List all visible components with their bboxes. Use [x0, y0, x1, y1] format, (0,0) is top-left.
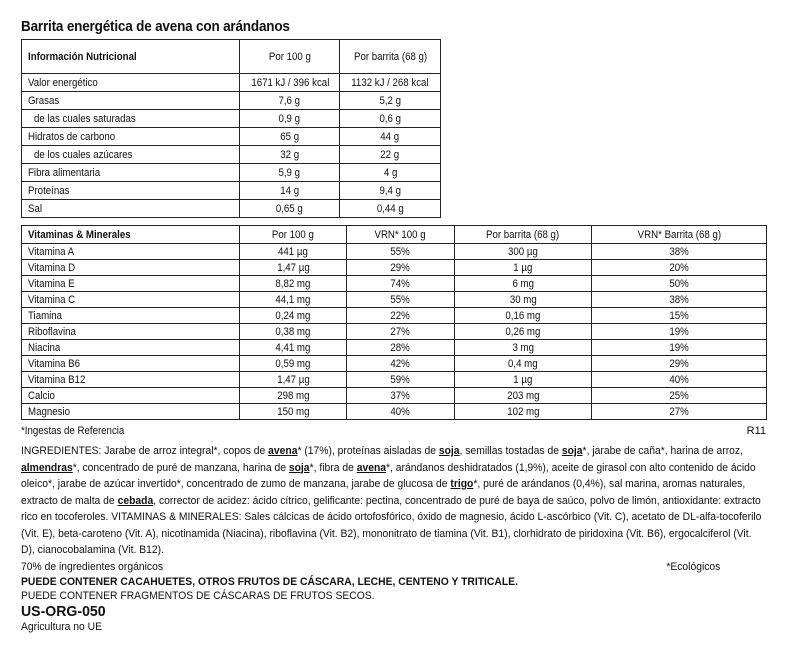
vitamin-perbar: 0,26 mg — [505, 325, 541, 338]
nutrient-per100: 7,6 g — [278, 94, 301, 107]
vitamin-name: Vitamina D — [28, 261, 76, 274]
nutrient-perbar: 4 g — [383, 166, 397, 179]
nutrient-per100: 65 g — [280, 130, 300, 143]
origin-note: Agricultura no UE — [21, 621, 103, 633]
vitamins-header-label: Vitaminas & Minerales — [28, 228, 131, 241]
vitamin-per100: 1,47 µg — [276, 261, 310, 274]
nutrient-per100: 14 g — [280, 184, 300, 197]
nutrient-perbar: 9,4 g — [379, 184, 401, 197]
vitamin-perbar: 1 µg — [513, 261, 533, 274]
nutrition-header-per100: Por 100 g — [268, 50, 311, 63]
vitamin-per100: 150 mg — [276, 405, 310, 418]
nutrition-table — [21, 39, 441, 218]
nutrition-row — [22, 128, 441, 146]
vitamin-row — [22, 324, 767, 340]
vitamin-name: Magnesio — [28, 405, 70, 418]
allergen-ingredient: soja — [438, 445, 460, 457]
vitamin-vrn100: 29% — [390, 261, 411, 274]
vitamin-per100: 1,47 µg — [276, 373, 310, 386]
vitamin-vrnbar: 20% — [669, 261, 689, 274]
allergen-ingredient: almendras — [21, 461, 73, 474]
vitamin-perbar: 3 mg — [512, 341, 534, 354]
vitamin-per100: 0,38 mg — [275, 325, 311, 338]
vitamin-perbar: 300 µg — [508, 245, 538, 258]
vitamin-perbar: 6 mg — [512, 277, 534, 290]
vitamin-name: Vitamina B12 — [28, 373, 86, 386]
allergen-ingredient: soja — [288, 461, 310, 474]
allergen-ingredient: cebada — [117, 494, 154, 507]
vitamin-perbar: 102 mg — [506, 405, 540, 418]
nutrient-perbar: 5,2 g — [379, 94, 401, 107]
vitamin-name: Calcio — [28, 389, 55, 402]
nutrient-per100: 1671 kJ / 396 kcal — [251, 76, 330, 89]
vitamin-vrnbar: 15% — [669, 309, 689, 322]
vitamins-header-per100: Por 100 g — [272, 228, 314, 241]
vitamin-vrn100: 74% — [390, 277, 411, 290]
certification-code: US-ORG-050 — [21, 602, 106, 620]
ingredients-block — [21, 443, 767, 634]
nutrition-row — [22, 200, 441, 218]
vitamin-perbar: 1 µg — [513, 373, 533, 386]
vitamin-vrnbar: 19% — [669, 341, 689, 354]
vitamin-row — [22, 372, 767, 388]
vitamin-perbar: 30 mg — [509, 293, 537, 306]
vitamin-row — [22, 292, 767, 308]
vitamin-per100: 44,1 mg — [275, 293, 311, 306]
vitamin-vrn100: 55% — [390, 293, 411, 306]
nutrition-header-label: Información Nutricional — [28, 50, 137, 63]
vitamins-header-perbar: Por barrita (68 g) — [486, 228, 560, 241]
vitamin-name: Vitamina B6 — [28, 357, 81, 370]
vitamin-vrnbar: 29% — [669, 357, 689, 370]
vitamins-table — [21, 225, 767, 420]
vitamin-row — [22, 260, 767, 276]
nutrient-name: Grasas — [28, 94, 60, 107]
vitamin-vrnbar: 50% — [669, 277, 689, 290]
ingredient-text-segment: *, fibra de — [309, 461, 357, 474]
nutrition-row — [22, 110, 441, 128]
nutrient-perbar: 1132 kJ / 268 kcal — [351, 76, 429, 89]
vitamin-per100: 0,59 mg — [275, 357, 311, 370]
nutrient-per100: 5,9 g — [278, 166, 301, 179]
vitamin-per100: 8,82 mg — [275, 277, 311, 290]
vitamin-vrn100: 22% — [390, 309, 411, 322]
vitamin-vrn100: 28% — [390, 341, 411, 354]
nutrient-name: Fibra alimentaria — [28, 166, 101, 179]
allergen-warning: PUEDE CONTENER CACAHUETES, OTROS FRUTOS DE CÁSCARA, LECHE, CENTENO Y TRITICALE. — [21, 575, 518, 588]
vitamin-per100: 441 µg — [278, 245, 308, 258]
ingredient-text-segment: *, concentrado de puré de manzana, harina de — [72, 461, 289, 474]
nutrient-perbar: 22 g — [380, 148, 400, 161]
vitamin-row — [22, 356, 767, 372]
vitamin-vrnbar: 40% — [669, 373, 689, 386]
vitamin-name: Niacina — [28, 341, 61, 354]
vitamin-vrnbar: 38% — [669, 293, 689, 306]
vitamin-per100: 4,41 mg — [275, 341, 311, 354]
nutrition-row — [22, 164, 441, 182]
vitamin-vrn100: 42% — [390, 357, 411, 370]
nutrient-name: de los cuales azúcares — [34, 148, 133, 161]
vitamin-name: Vitamina C — [28, 293, 76, 306]
vitamin-vrnbar: 27% — [669, 405, 689, 418]
vitamin-per100: 298 mg — [276, 389, 310, 402]
nutrient-per100: 0,65 g — [276, 202, 304, 215]
organic-percentage: 70% de ingredientes orgánicos — [21, 560, 163, 573]
ingredient-text-segment: INGREDIENTES: Jarabe de arroz integral*, copos de — [21, 445, 269, 457]
vitamin-name: Riboflavina — [28, 325, 76, 338]
nutrient-name: Hidratos de carbono — [28, 130, 116, 143]
vitamins-header-row — [22, 226, 767, 244]
nutrition-header-row — [22, 40, 441, 74]
vitamin-per100: 0,24 mg — [275, 309, 311, 322]
vitamin-vrnbar: 19% — [669, 325, 689, 338]
allergen-ingredient: trigo — [450, 478, 474, 490]
vitamin-vrn100: 27% — [390, 325, 411, 338]
nutrition-label — [21, 18, 766, 634]
vitamin-row — [22, 308, 767, 324]
footnote-row — [21, 425, 766, 439]
vitamin-vrn100: 37% — [390, 389, 411, 402]
vitamin-row — [22, 404, 767, 420]
nutrition-row — [22, 92, 441, 110]
ingredient-text-segment: *, jarabe de caña*, harina de arroz, — [582, 445, 743, 457]
vitamin-vrn100: 55% — [390, 245, 411, 258]
nutrient-per100: 0,9 g — [278, 112, 301, 125]
vitamin-perbar: 0,4 mg — [508, 357, 538, 370]
ingredient-text-segment: *, puré de arándanos (0,4%), sal marina, aromas naturales, extracto de malta de — [21, 478, 746, 507]
nutrient-per100: 32 g — [280, 148, 300, 161]
nutrient-name: de las cuales saturadas — [34, 112, 136, 125]
ecological-note: *Ecológicos — [666, 560, 721, 573]
vitamins-header-vrn100: VRN* 100 g — [374, 228, 427, 241]
nutrition-row — [22, 74, 441, 92]
ingredients-text — [21, 443, 767, 559]
nutrient-perbar: 44 g — [380, 130, 400, 143]
vitamin-row — [22, 340, 767, 356]
vitamin-row — [22, 244, 767, 260]
allergen-ingredient: avena — [268, 445, 298, 457]
vitamin-name: Vitamina A — [28, 245, 75, 258]
ingredient-text-segment: *, arándanos deshidratados (1,9%), aceite de girasol con alto contenido de ácido oleico*, jarabe de azúcar invertido*, concentrado de zumo de manzana, jarabe de glucosa de — [21, 461, 756, 490]
fragments-warning: PUEDE CONTENER FRAGMENTOS DE CÁSCARAS DE FRUTOS SECOS. — [21, 589, 375, 602]
vitamin-name: Vitamina E — [28, 277, 75, 290]
ingredient-text-segment: * (17%), proteínas aisladas de — [297, 445, 439, 457]
revision-code: R11 — [746, 425, 766, 437]
allergen-ingredient: soja — [561, 445, 583, 457]
nutrient-name: Sal — [28, 202, 42, 215]
vitamin-vrn100: 40% — [390, 405, 411, 418]
vitamin-perbar: 0,16 mg — [505, 309, 541, 322]
vitamin-row — [22, 388, 767, 404]
nutrient-perbar: 0,44 g — [376, 202, 404, 215]
product-title: Barrita energética de avena con arándanos — [21, 18, 290, 35]
vitamin-row — [22, 276, 767, 292]
vitamins-header-vrnbar: VRN* Barrita (68 g) — [637, 228, 721, 241]
vitamin-vrnbar: 25% — [669, 389, 689, 402]
nutrient-name: Valor energético — [28, 76, 98, 89]
allergen-ingredient: avena — [356, 461, 387, 474]
vitamin-perbar: 203 mg — [506, 389, 540, 402]
vitamin-vrnbar: 38% — [669, 245, 689, 258]
ingredient-text-segment: , semillas tostadas de — [459, 445, 562, 457]
nutrition-row — [22, 146, 441, 164]
nutrition-header-perbar: Por barrita (68 g) — [353, 50, 427, 63]
vitamin-vrn100: 59% — [390, 373, 411, 386]
nutrient-perbar: 0,6 g — [379, 112, 401, 125]
vitamin-name: Tiamina — [28, 309, 63, 322]
reference-footnote: *Ingestas de Referencia — [21, 425, 125, 437]
nutrition-row — [22, 182, 441, 200]
nutrient-name: Proteínas — [28, 184, 70, 197]
ingredient-text-segment: , corrector de acidez: ácido cítrico, gelificante: pectina, concentrado de puré de baya de saúco, polvo de limón, antioxidante: extracto rico en tocoferoles. VITAMINAS & MINERALES: Sales cálcicas de ácido ortofosfórico, óxido de magnesio, ácido L-ascórbico (Vit. C), acetato de DL-alfa-tocoferilo (Vit. E), beta-caroteno (Vit. A), nicotinamida (Niacina), riboflavina (Vit. B2), mononitrato de tiamina (Vit. B1), clorhidrato de piridoxina (Vit. B6), ergocalciferol (Vit. D), cianocobalamina (Vit. B12). — [21, 494, 762, 556]
